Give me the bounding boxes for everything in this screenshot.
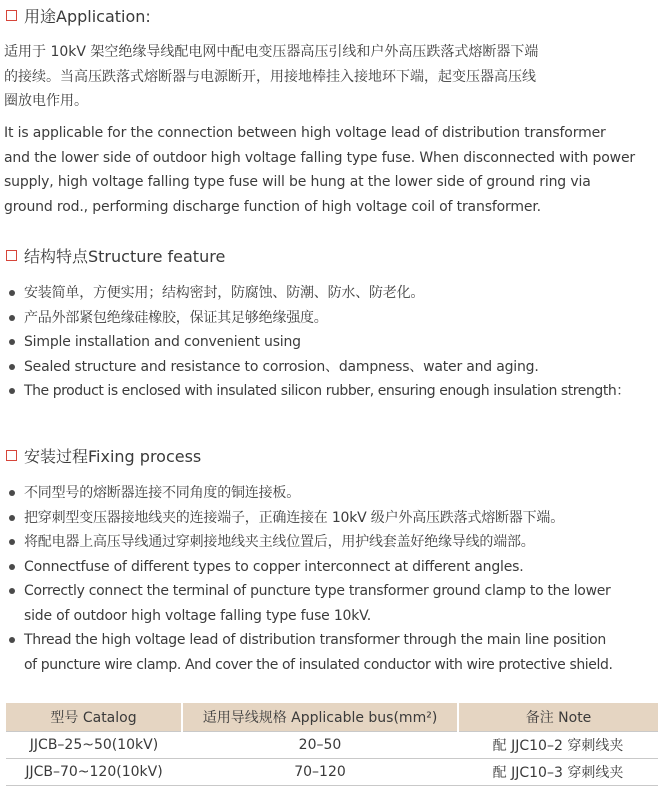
table-cell: 70–120	[182, 759, 458, 786]
heading-box-icon	[6, 250, 17, 261]
bullet-icon	[9, 290, 15, 296]
fixing-heading	[6, 444, 201, 467]
application-en-paragraph	[4, 121, 656, 219]
application-zh-line: 的接续。当高压跌落式熔断器与电源断开，用接地棒挂入接地环下端，起变压器高压线	[4, 68, 536, 85]
column-header-note: 备注 Note	[458, 703, 658, 732]
table-cell: 20–50	[182, 732, 458, 759]
application-heading-text: 用途Application:	[24, 7, 151, 26]
bullet-icon	[9, 388, 15, 394]
list-item: Connectfuse of different types to copper interconnect at different angles.	[8, 555, 658, 580]
application-heading	[6, 4, 151, 27]
list-item: 将配电器上高压导线通过穿刺接地线夹主线位置后，用护线套盖好绝缘导线的端部。	[8, 530, 658, 555]
table-cell: JJCB–25~50(10kV)	[6, 732, 182, 759]
fixing-list	[8, 481, 658, 677]
list-item: The product is enclosed with insulated silicon rubber, ensuring enough insulation strength：	[8, 379, 658, 404]
table-cell: 配 JJC10–2 穿刺线夹	[458, 732, 658, 759]
bullet-icon	[9, 588, 15, 594]
list-item: 不同型号的熔断器连接不同角度的铜连接板。	[8, 481, 658, 506]
fixing-heading-text: 安装过程Fixing process	[24, 447, 202, 466]
structure-heading-text: 结构特点Structure feature	[24, 247, 226, 266]
list-item: Simple installation and convenient using	[8, 330, 658, 355]
application-zh-line: 适用于 10kV 架空绝缘导线配电网中配电变压器高压引线和户外高压跌落式熔断器下端	[4, 44, 539, 60]
structure-heading	[6, 244, 225, 267]
bullet-icon	[9, 564, 15, 570]
list-item: Sealed structure and resistance to corrosion、dampness、water and aging.	[8, 355, 658, 380]
bullet-icon	[9, 315, 15, 321]
spec-table	[6, 703, 658, 786]
list-item: 安装简单，方便实用；结构密封，防腐蚀、防潮、防水、防老化。	[8, 281, 658, 306]
structure-list	[8, 281, 658, 404]
bullet-icon	[9, 539, 15, 545]
heading-box-icon	[6, 450, 17, 461]
table-row	[6, 759, 658, 786]
application-en-line: and the lower side of outdoor high voltage falling type fuse. When disconnected with power	[4, 149, 636, 166]
table-row	[6, 732, 658, 759]
application-en-line: supply, high voltage falling type fuse will be hung at the lower side of ground ring via	[4, 174, 591, 190]
bullet-icon	[9, 637, 15, 643]
bullet-icon	[9, 490, 15, 496]
table-cell: JJCB–70~120(10kV)	[6, 759, 182, 786]
list-item: 产品外部紧包绝缘硅橡胶，保证其足够绝缘强度。	[8, 306, 658, 331]
bullet-icon	[9, 515, 15, 521]
application-en-line: ground rod., performing discharge function of high voltage coil of transformer.	[4, 198, 541, 215]
table-cell: 配 JJC10–3 穿刺线夹	[458, 759, 658, 786]
list-item: 把穿刺型变压器接地线夹的连接端子，正确连接在 10kV 级户外高压跌落式熔断器下端。	[8, 506, 658, 531]
application-zh-line: 圈放电作用。	[4, 93, 88, 109]
application-en-line: It is applicable for the connection between high voltage lead of distribution transformer	[4, 125, 606, 141]
list-item: Correctly connect the terminal of puncture type transformer ground clamp to the lower side of outdoor high voltage falling type fuse 10kV.	[8, 579, 658, 628]
table-header-row	[6, 703, 658, 732]
application-zh-paragraph	[4, 40, 656, 114]
bullet-icon	[9, 364, 15, 370]
heading-box-icon	[6, 10, 17, 21]
list-item: Thread the high voltage lead of distribution transformer through the main line position of puncture wire clamp. And cover the of insulated conductor with wire protective shield.	[8, 628, 658, 677]
column-header-bus: 适用导线规格 Applicable bus(mm²)	[182, 703, 458, 732]
column-header-catalog: 型号 Catalog	[6, 703, 182, 732]
bullet-icon	[9, 339, 15, 345]
